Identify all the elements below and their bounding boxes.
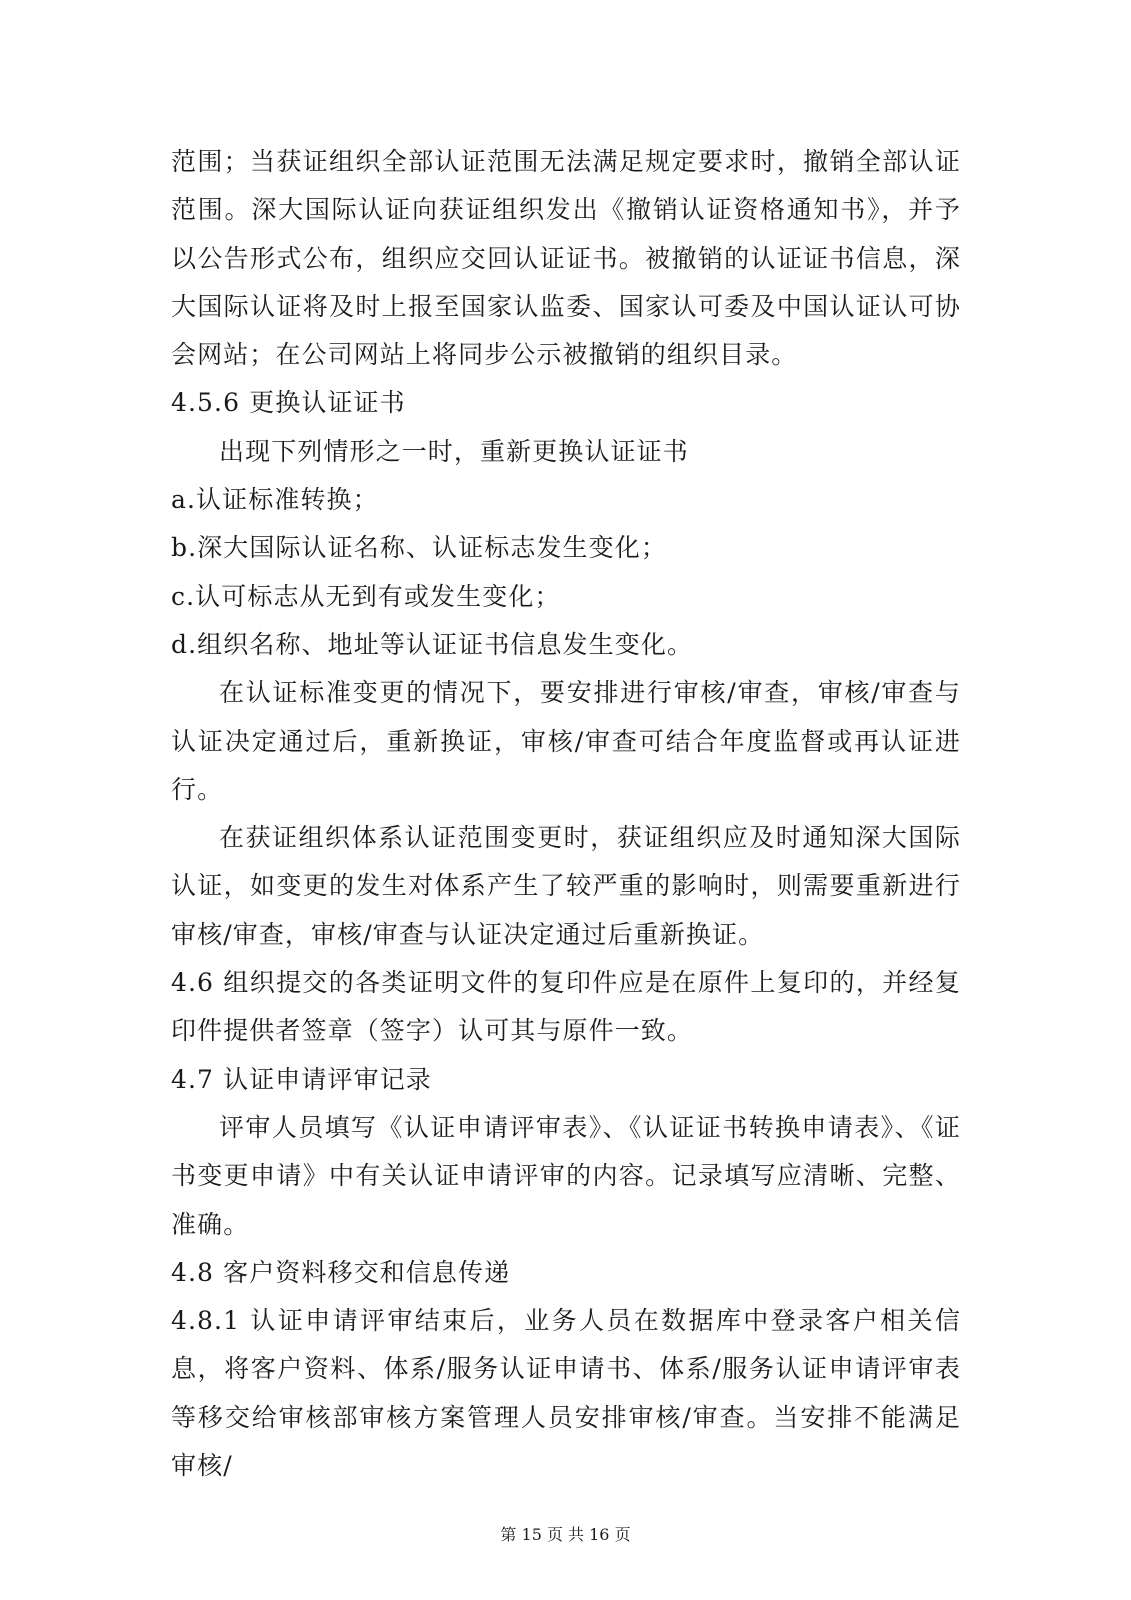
document-body [171,138,961,1490]
list-item-c: c.认可标志从无到有或发生变化； [171,581,561,611]
paragraph-4-6: 4.6 组织提交的各类证明文件的复印件应是在原件上复印的，并经复印件提供者签章（签字）认可其与原件一致。 [171,968,961,1046]
heading-4-8: 4.8 客户资料移交和信息传递 [171,1257,511,1287]
page-number-footer: 第 15 页 共 16 页 [500,1525,631,1544]
paragraph-revocation: 范围；当获证组织全部认证范围无法满足规定要求时，撤销全部认证范围。深大国际认证向获证组织发出《撤销认证资格通知书》，并予以公告形式公布，组织应交回认证证书。被撤销的认证证书信息，深大国际认证将及时上报至国家认监委、国家认可委及中国认证认可协会网站；在公司网站上将同步公示被撤销的组织目录。 [171,147,961,370]
list-item-b: b.深大国际认证名称、认证标志发生变化； [171,533,667,563]
list-item-d: d.组织名称、地址等认证证书信息发生变化。 [171,629,694,659]
paragraph-replace-intro: 出现下列情形之一时，重新更换认证证书 [219,436,689,466]
heading-4-7: 4.7 认证申请评审记录 [171,1064,432,1094]
paragraph-4-8-1: 4.8.1 认证申请评审结束后，业务人员在数据库中登录客户相关信息，将客户资料、体系/服务认证申请书、体系/服务认证申请评审表等移交给审核部审核方案管理人员安排审核/审查。当安排不能满足审核/ [171,1306,961,1481]
paragraph-scope-change: 在获证组织体系认证范围变更时，获证组织应及时通知深大国际认证，如变更的发生对体系产生了较严重的影响时，则需要重新进行审核/审查，审核/审查与认证决定通过后重新换证。 [171,823,961,949]
paragraph-review-record: 评审人员填写《认证申请评审表》、《认证证书转换申请表》、《证书变更申请》中有关认证申请评审的内容。记录填写应清晰、完整、准确。 [171,1112,961,1239]
list-item-a: a.认证标准转换； [171,485,379,515]
heading-4-5-6: 4.5.6 更换认证证书 [171,388,406,418]
paragraph-standard-change: 在认证标准变更的情况下，要安排进行审核/审查，审核/审查与认证决定通过后，重新换证，审核/审查可结合年度监督或再认证进行。 [171,678,961,804]
